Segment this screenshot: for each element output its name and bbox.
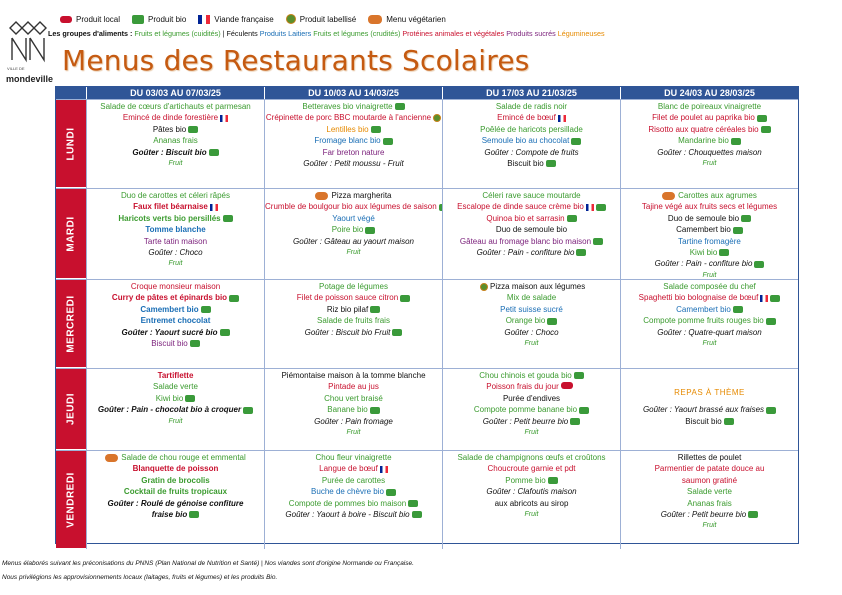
day-label — [56, 451, 86, 549]
french-flag-icon — [558, 115, 566, 122]
table-header — [56, 87, 798, 99]
menu-cell — [264, 189, 442, 279]
goûter-item: Goûter : Pain - confiture bio — [654, 259, 753, 269]
menu-item: Langue de bœuf — [319, 464, 378, 474]
french-flag-icon — [210, 204, 218, 211]
menu-item: Gâteau au fromage blanc bio maison — [459, 236, 592, 246]
menu-item: Fruit — [168, 417, 183, 425]
bio-icon — [386, 489, 396, 496]
menu-item: Riz bio pilaf — [326, 304, 369, 314]
menu-item: Biscuit bio — [507, 159, 544, 169]
menu-item: Poire bio — [331, 225, 364, 235]
menu-item: Ananas frais — [153, 136, 198, 146]
vegetarian-icon — [105, 454, 118, 462]
goûter-item: Goûter : Quatre-quart maison — [657, 327, 762, 337]
groups-label: Les groupes d'aliments : — [48, 29, 133, 38]
bio-icon — [190, 340, 200, 347]
goûter-item: Goûter : Chouquettes maison — [657, 147, 762, 157]
bio-icon — [188, 126, 198, 133]
menu-item: Banane bio — [327, 405, 368, 415]
menu-item: Kiwi bio — [155, 393, 184, 403]
menu-item: Filet de poulet au paprika bio — [652, 113, 755, 123]
bio-icon — [731, 138, 741, 145]
bio-icon — [576, 249, 586, 256]
goûter-item: Goûter : Pain fromage — [314, 416, 393, 426]
legend-french-meat — [198, 15, 273, 24]
bio-icon — [574, 372, 584, 379]
bio-icon — [754, 261, 764, 268]
bio-icon — [567, 215, 577, 222]
menu-item: Choucroute garnie et pdt — [487, 464, 576, 474]
menu-item: Fruit — [524, 340, 539, 348]
vegetarian-icon — [315, 192, 328, 200]
group-fruits-raw: Fruits et légumes (crudités) — [313, 29, 401, 38]
menu-item: Tomme blanche — [145, 225, 206, 235]
bio-icon — [770, 295, 780, 302]
week-header: DU 17/03 AU 21/03/25 — [442, 87, 620, 99]
goûter-item: Goûter : Choco — [148, 248, 203, 258]
page-title: Menus des Restaurants Scolaires — [62, 44, 530, 77]
legend — [60, 14, 458, 24]
bio-icon — [370, 306, 380, 313]
day-label — [56, 100, 86, 188]
french-flag-icon — [198, 15, 210, 24]
bio-icon — [243, 407, 253, 414]
menu-item: Salade verte — [687, 487, 732, 497]
bio-icon — [766, 318, 776, 325]
menu-item: Salade de chou rouge et emmental — [121, 453, 246, 462]
menu-item: Tarte tatin maison — [143, 236, 208, 246]
menu-cell — [86, 189, 264, 279]
menu-cell — [86, 280, 264, 368]
menu-cell — [620, 280, 798, 368]
bio-icon — [371, 126, 381, 133]
menu-item: Camembert bio — [676, 304, 731, 314]
menu-cell — [86, 100, 264, 188]
bio-icon — [412, 511, 422, 518]
menu-cell — [86, 451, 264, 549]
bio-icon — [370, 407, 380, 414]
bio-icon — [209, 149, 219, 156]
menu-item: Entremet chocolat — [140, 316, 211, 326]
bio-icon — [365, 227, 375, 234]
menu-item: Cocktail de fruits tropicaux — [123, 487, 228, 497]
menu-item: Rillettes de poulet — [677, 453, 742, 462]
menu-item: Far breton nature — [322, 147, 385, 157]
bio-icon — [733, 306, 743, 313]
menu-item: Risotto aux quatre céréales bio — [648, 124, 759, 134]
menu-item: Betteraves bio vinaigrette — [302, 102, 393, 111]
goûter-item: Goûter : Choco — [504, 327, 559, 337]
bio-icon — [408, 500, 418, 507]
menu-item: Purée de carottes — [321, 475, 386, 485]
bio-icon — [548, 477, 558, 484]
goûter-item: Goûter : Yaourt sucré bio — [121, 327, 218, 337]
bio-icon — [189, 511, 199, 518]
legend-french-label: Viande française — [214, 14, 274, 24]
legend-local — [60, 15, 120, 24]
day-label — [56, 280, 86, 368]
menu-item: Blanquette de poisson — [132, 464, 219, 474]
menu-item: Curry de pâtes et épinards bio — [111, 293, 228, 303]
menu-item: Biscuit bio — [151, 339, 188, 349]
menu-item: Salade composée du chef — [663, 282, 756, 291]
menu-item: Pizza maison aux légumes — [490, 282, 586, 291]
goûter-item: Goûter : Roulé de génoise confiture fraise bio — [107, 498, 244, 520]
menu-item: Purée d'endives — [502, 393, 561, 403]
bio-icon — [579, 407, 589, 414]
bio-icon — [223, 215, 233, 222]
menu-item: Croque monsieur maison — [130, 282, 221, 291]
bio-icon — [719, 249, 729, 256]
goûter-item: Goûter : Pain - confiture bio — [476, 248, 575, 258]
group-proteins: Protéines animales et végétales — [402, 29, 505, 38]
group-starches: Féculents — [226, 29, 258, 38]
day-row-jeudi — [56, 368, 798, 450]
menu-cell — [620, 451, 798, 549]
menu-cell — [264, 451, 442, 549]
menu-item: Fromage blanc bio — [314, 136, 381, 146]
menu-item: Duo de semoule bio — [495, 225, 568, 235]
bio-icon — [733, 227, 743, 234]
bio-icon — [546, 160, 556, 167]
bio-icon — [220, 329, 230, 336]
menu-item: Ananas frais — [687, 498, 732, 508]
bio-icon — [596, 204, 606, 211]
bio-icon — [383, 138, 393, 145]
goûter-item: Goûter : Petit moussu - Fruit — [303, 159, 404, 169]
menu-item: Chou vert braisé — [324, 393, 383, 403]
menu-cell — [86, 369, 264, 450]
menu-item: Duo de carottes et céleri râpés — [121, 191, 230, 200]
menu-item: Duo de semoule bio — [667, 213, 740, 223]
legend-label — [286, 14, 356, 24]
menu-cell — [620, 369, 798, 450]
menu-item: Fruit — [168, 260, 183, 268]
menu-item: Tartine fromagère — [678, 236, 741, 246]
menu-cell — [620, 100, 798, 188]
goûter-item: Goûter : Biscuit bio — [132, 147, 207, 157]
menu-cell — [442, 280, 620, 368]
menu-item: Fruit — [702, 271, 717, 279]
menu-item: Compote pomme banane bio — [473, 405, 578, 415]
menu-item: Fruit — [346, 249, 361, 257]
bio-icon — [757, 115, 767, 122]
goûter-item: Goûter : Gâteau au yaourt maison — [293, 236, 414, 246]
menu-item: Salade de radis noir — [495, 102, 568, 111]
bio-icon — [570, 418, 580, 425]
menu-item: Tartiflette — [157, 371, 194, 380]
menu-item: Kiwi bio — [689, 248, 718, 258]
menu-item: Chou fleur vinaigrette — [315, 453, 392, 462]
menu-item: Salade de cœurs d'artichauts et parmesan — [100, 102, 251, 111]
menu-cell — [442, 369, 620, 450]
menu-item: Yaourt végé — [332, 213, 375, 223]
header-corner — [56, 87, 86, 99]
menu-item: Fruit — [524, 429, 539, 437]
themed-meal: REPAS À THÈME — [674, 388, 745, 397]
bio-icon — [748, 511, 758, 518]
bio-icon — [392, 329, 402, 336]
menu-item: Fruit — [702, 160, 717, 168]
menu-item: Mandarine bio — [678, 136, 729, 146]
menu-item: Lentilles bio — [326, 124, 369, 134]
menu-item: Potage de légumes — [319, 282, 388, 291]
goûter-item: Goûter : Petit beurre bio — [660, 510, 747, 520]
menu-item: Pomme bio — [505, 475, 546, 485]
vegetarian-icon — [480, 283, 488, 291]
bio-icon — [547, 318, 557, 325]
menu-item: Parmentier de patate douce au saumon gratiné — [654, 464, 765, 485]
bio-icon — [185, 395, 195, 402]
bio-icon — [201, 306, 211, 313]
menu-item: Filet de poisson sauce citron — [296, 293, 399, 303]
vegetarian-icon — [662, 192, 675, 200]
menu-item: Salade verte — [153, 382, 198, 392]
menu-item: Fruit — [346, 429, 361, 437]
day-row-mercredi — [56, 279, 798, 368]
day-row-lundi — [56, 99, 798, 188]
group-separator: | — [222, 29, 225, 38]
menu-item: Haricots verts bio persillés — [118, 213, 221, 223]
menu-item: Chou chinois et gouda bio — [479, 371, 572, 380]
menu-cell — [442, 100, 620, 188]
food-groups — [48, 29, 605, 38]
menu-item: Blanc de poireaux vinaigrette — [657, 102, 762, 111]
bio-icon — [741, 215, 751, 222]
menu-item: Compote pomme fruits rouges bio — [643, 316, 764, 326]
bio-icon — [132, 15, 144, 24]
menu-item: Tajine végé aux fruits secs et légumes — [641, 202, 778, 212]
menu-item: Fruit — [702, 522, 717, 530]
menu-item: Salade de champignons œufs et croûtons — [457, 453, 606, 462]
day-label — [56, 369, 86, 450]
menu-cell — [264, 280, 442, 368]
menu-item: Compote de pommes bio maison — [288, 498, 407, 508]
bio-icon — [724, 418, 734, 425]
menu-table — [55, 86, 799, 544]
legend-label-label: Produit labellisé — [299, 14, 357, 24]
day-name: MARDI — [65, 215, 77, 252]
bio-icon — [395, 103, 405, 110]
menu-item: Piémontaise maison à la tomme blanche — [281, 371, 426, 380]
menu-item: Orange bio — [505, 316, 546, 326]
local-product-icon — [561, 382, 573, 389]
footer-note-1: Menus élaborés suivant les préconisations du PNNS (Plan National de Nutrition et Santé) | Nos viandes sont d'origine Normande ou Française. — [2, 560, 414, 567]
menu-item: Gratin de brocolis — [141, 475, 210, 485]
menu-item: Céleri rave sauce moutarde — [482, 191, 581, 200]
legend-local-label: Produit local — [76, 14, 121, 24]
menu-item: Fruit — [524, 511, 539, 519]
footer-note-2: Nous privilégions les approvisionnements locaux (laitages, fruits et légumes) et les produits Bio. — [2, 574, 278, 581]
menu-item: Pizza margherita — [331, 191, 392, 200]
local-product-icon — [60, 16, 72, 23]
day-name: LUNDI — [65, 126, 77, 161]
menu-item: Poêlée de haricots persillade — [480, 124, 583, 134]
week-header: DU 10/03 AU 14/03/25 — [264, 87, 442, 99]
label-rouge-icon — [433, 114, 441, 122]
bio-icon — [593, 238, 603, 245]
week-header: DU 03/03 AU 07/03/25 — [86, 87, 264, 99]
logo-name: mondeville — [6, 74, 54, 84]
day-row-mardi — [56, 188, 798, 279]
day-label — [56, 189, 86, 279]
day-name: JEUDI — [65, 393, 77, 425]
goûter-item: Goûter : Yaourt brassé aux fraises — [642, 405, 765, 415]
legend-veg-label: Menu végétarien — [386, 14, 446, 24]
menu-cell — [442, 451, 620, 549]
group-sweets: Produits sucrés — [506, 29, 556, 38]
french-flag-icon — [586, 204, 594, 211]
goûter-item: Goûter : Petit beurre bio — [482, 416, 569, 426]
day-row-vendredi — [56, 450, 798, 549]
goûter-item: Goûter : Clafoutis maison — [486, 487, 577, 497]
goûter-item: Goûter : Biscuit bio Fruit — [304, 327, 391, 337]
menu-cell — [620, 189, 798, 279]
legend-bio — [132, 15, 186, 24]
menu-item: Biscuit bio — [685, 416, 722, 426]
menu-item: Escalope de dinde sauce crème bio — [457, 202, 584, 212]
menu-item: Quinoa bio et sarrasin — [486, 213, 565, 223]
bio-icon — [761, 126, 771, 133]
menu-item: Poisson frais du jour — [486, 382, 559, 392]
goûter-item: Goûter : Compote de fruits — [484, 147, 579, 157]
menu-item: Crumble de boulgour bio aux légumes de saison — [265, 202, 437, 212]
menu-item: Spaghetti bio bolognaise de bœuf — [638, 293, 759, 303]
bio-icon — [766, 407, 776, 414]
group-legumes: Légumineuses — [557, 29, 605, 38]
menu-item: Faux filet béarnaise — [133, 202, 208, 212]
menu-item: Fruit — [702, 340, 717, 348]
menu-item: Emincé de dinde forestière — [122, 113, 219, 123]
menu-item: Fruit — [168, 160, 183, 168]
french-flag-icon — [380, 466, 388, 473]
menu-cell — [442, 189, 620, 279]
menu-item: Camembert bio — [676, 225, 731, 235]
menu-item: Camembert bio — [140, 304, 199, 314]
logo-subtitle: VILLE DE — [7, 66, 25, 71]
day-name: MERCREDI — [65, 294, 77, 353]
bio-icon — [400, 295, 410, 302]
menu-item: Carottes aux agrumes — [678, 191, 757, 200]
menu-cell — [264, 369, 442, 450]
menu-item: Mix de salade — [506, 293, 557, 303]
menu-item: Petit suisse sucré — [500, 304, 563, 314]
goûter-item: Goûter : Yaourt à boire - Biscuit bio — [285, 510, 410, 520]
french-flag-icon — [220, 115, 228, 122]
goûter-item: Goûter : Pain - chocolat bio à croquer — [97, 405, 242, 415]
bio-icon — [229, 295, 239, 302]
group-dairy: Produits Laitiers — [259, 29, 312, 38]
menu-item: Salade de fruits frais — [317, 316, 390, 326]
bio-icon — [571, 138, 581, 145]
french-flag-icon — [760, 295, 768, 302]
menu-item: Pâtes bio — [152, 124, 187, 134]
menu-item: aux abricots au sirop — [494, 498, 569, 508]
day-name: VENDREDI — [65, 471, 77, 528]
menu-item: Buche de chèvre bio — [311, 487, 384, 497]
menu-item: Crépinette de porc BBC moutarde à l'ancienne — [265, 113, 432, 123]
menu-cell — [264, 100, 442, 188]
legend-bio-label: Produit bio — [148, 14, 187, 24]
group-fruits-cooked: Fruits et légumes (cuidités) — [134, 29, 221, 38]
menu-item: Emincé de bœuf — [497, 113, 556, 123]
week-header: DU 24/03 AU 28/03/25 — [620, 87, 798, 99]
legend-vegetarian — [368, 15, 446, 24]
menu-item: Semoule bio au chocolat — [481, 136, 570, 146]
menu-item: Pintade au jus — [328, 382, 379, 392]
label-rouge-icon — [286, 14, 296, 24]
vegetarian-icon — [368, 15, 382, 24]
